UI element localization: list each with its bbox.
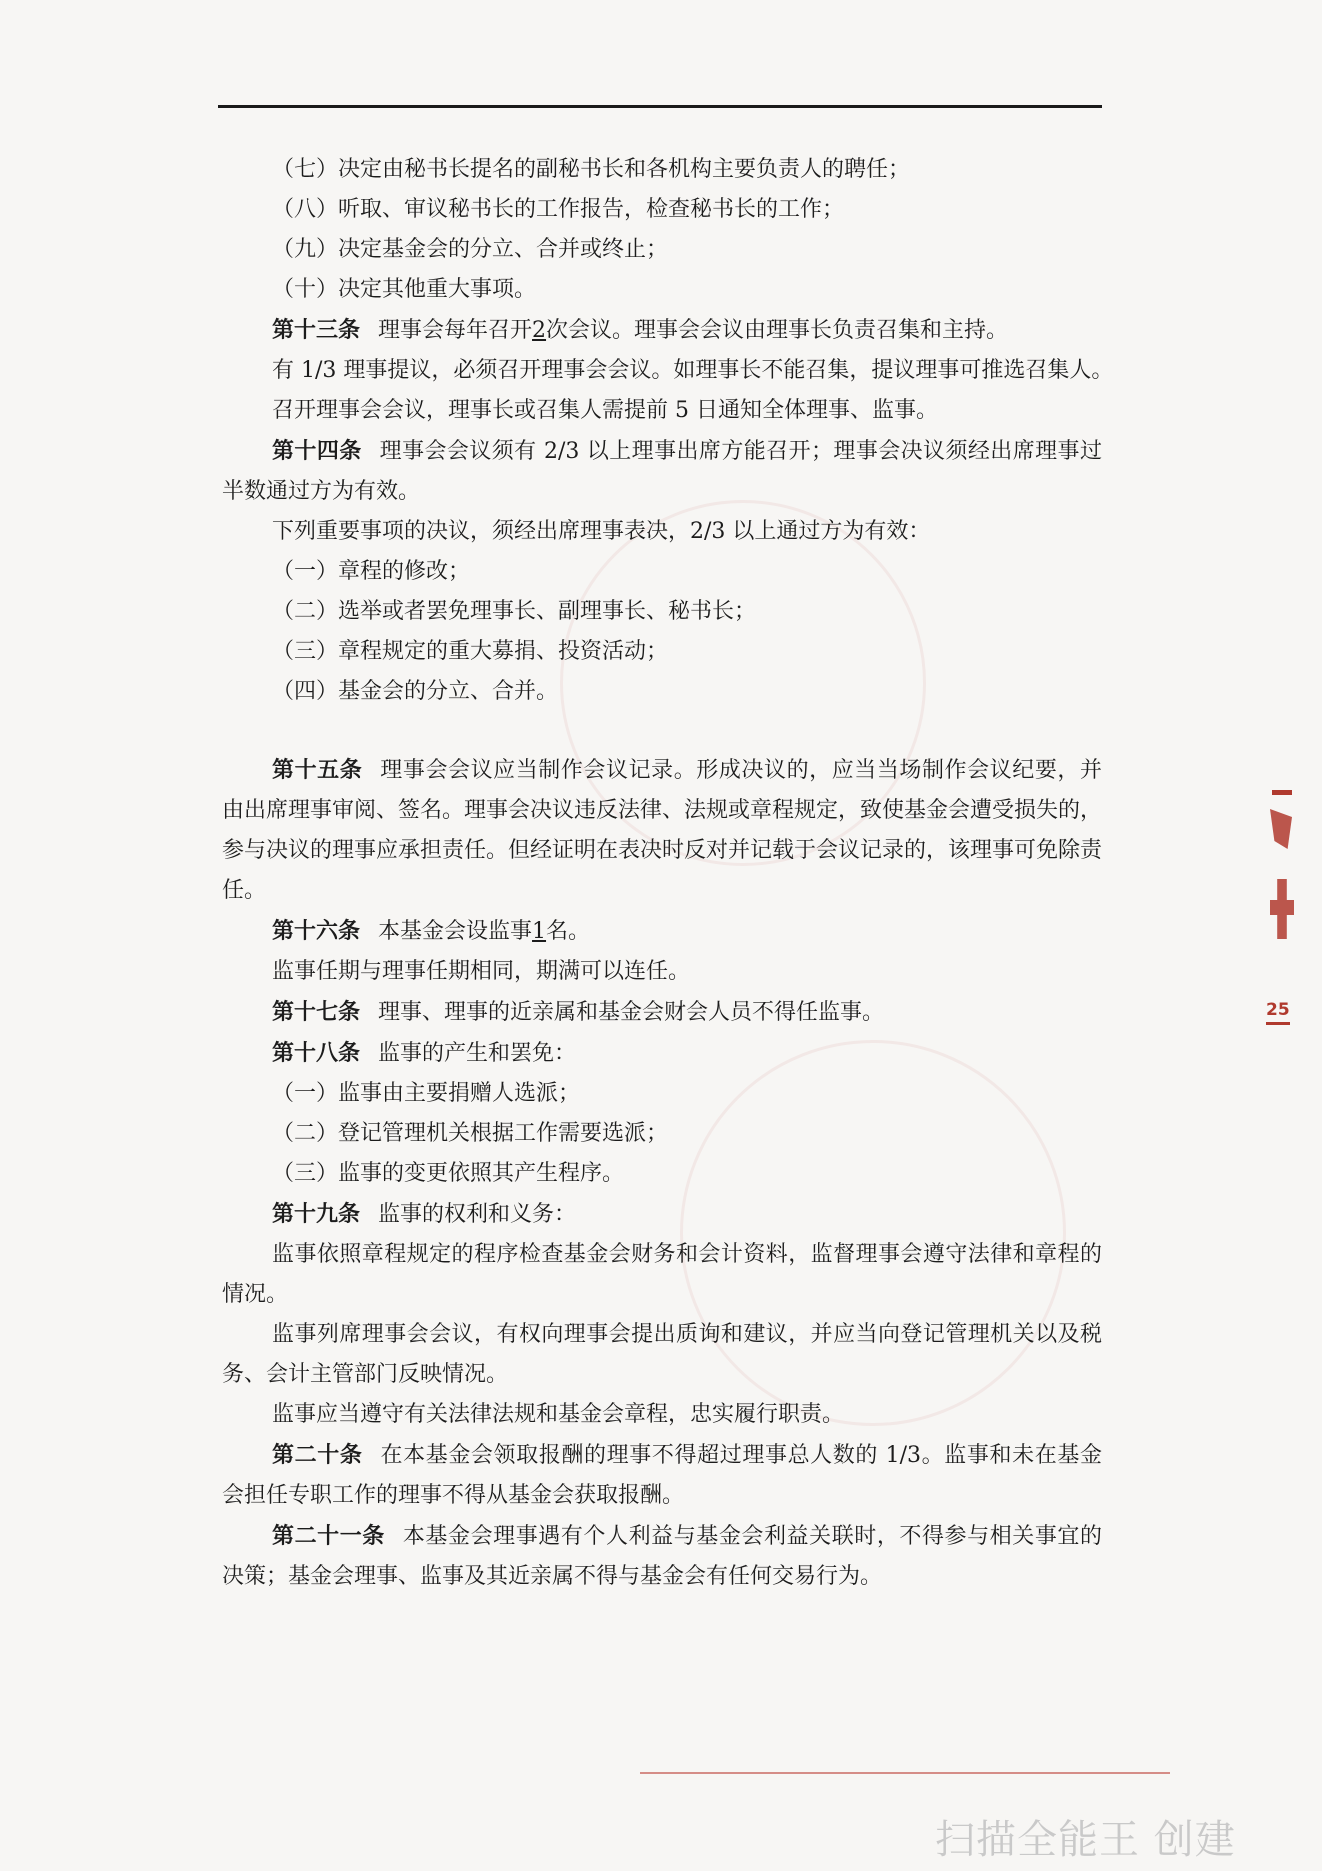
clause-item: （九）决定基金会的分立、合并或终止； [272,237,669,262]
article-text: 在本基金会领取报酬的理事不得超过理事总人数的 1/3。监事和未在基金会担任专职工作的理事不得从基金会获取报酬。 [222,1443,1102,1508]
article-text: 监事的产生和罢免： [378,1041,577,1066]
article-21 [222,1516,1102,1597]
article-19-para: 监事依照章程规定的程序检查基金会财务和会计资料，监督理事会遵守法律和章程的情况。 [222,1242,1102,1307]
clause-item: （八）听取、审议秘书长的工作报告，检查秘书长的工作； [272,197,845,222]
article-13 [222,310,1102,351]
article-19-para: 监事列席理事会会议，有权向理事会提出质询和建议，并应当向登记管理机关以及税务、会计主管部门反映情况。 [222,1322,1102,1387]
stamp-mark [1270,809,1292,849]
list-item: （一）章程的修改； [272,559,471,584]
article-text: 理事会会议须有 2/3 以上理事出席方能召开；理事会决议须经出席理事过半数通过方为有效。 [222,439,1102,504]
list-item: （三）监事的变更依照其产生程序。 [272,1161,625,1186]
article-text: 监事的权利和义务： [378,1202,577,1227]
document-body [222,150,1114,1597]
article-text: 本基金会设监事 [378,919,533,944]
article-text: 理事会会议应当制作会议记录。形成决议的，应当当场制作会议纪要，并由出席理事审阅、签名。理事会决议违反法律、法规或章程规定，致使基金会遭受损失的，参与决议的理事应承担责任。但经证明在表决时反对并记载于会议记录的，该理事可免除责任。 [222,758,1103,903]
article-16 [222,911,1102,952]
article-16-line: 监事任期与理事任期相同，期满可以连任。 [272,959,691,984]
article-15 [222,750,1102,911]
article-label: 第十三条 [272,317,361,343]
article-label: 第二十一条 [272,1523,385,1549]
article-13-line: 有 1/3 理事提议，必须召开理事会会议。如理事长不能召集，提议理事可推选召集人。 [272,358,1114,383]
article-14 [222,431,1102,512]
article-17 [222,992,1102,1033]
article-13-line: 召开理事会会议，理事长或召集人需提前 5 日通知全体理事、监事。 [272,398,938,423]
stamp-mark [1270,879,1294,939]
article-label: 第十四条 [272,438,362,464]
article-label: 第十九条 [272,1201,361,1227]
article-label: 第十六条 [272,918,361,944]
article-text: 理事、理事的近亲属和基金会财会人员不得任监事。 [378,1000,885,1025]
spacer [222,712,1102,750]
article-label: 第二十条 [272,1442,363,1468]
article-18 [222,1033,1102,1074]
article-text: 本基金会理事遇有个人利益与基金会利益关联时，不得参与相关事宜的决策；基金会理事、监事及其近亲属不得与基金会有任何交易行为。 [222,1524,1102,1589]
article-label: 第十七条 [272,999,361,1025]
scanner-watermark: 扫描全能王 创建 [935,1817,1236,1863]
supervisor-count: 1 [532,919,547,944]
stamp-mark [1272,790,1292,795]
header-rule [218,105,1102,108]
article-19-para: 监事应当遵守有关法律法规和基金会章程，忠实履行职责。 [272,1402,845,1427]
article-label: 第十八条 [272,1040,361,1066]
binding-edge-stamp [1268,790,1294,939]
clause-item: （七）决定由秘书长提名的副秘书长和各机构主要负责人的聘任； [272,157,911,182]
article-text: 次会议。理事会会议由理事长负责召集和主持。 [546,318,1009,343]
meeting-count: 2 [532,318,547,343]
list-item: （三）章程规定的重大募捐、投资活动； [272,639,669,664]
list-item: （二）登记管理机关根据工作需要选派； [272,1121,669,1146]
list-item: （四）基金会的分立、合并。 [272,679,559,704]
page-number: 25 [1266,1000,1290,1025]
article-text: 名。 [546,919,591,944]
article-20 [222,1435,1102,1516]
footer-rule [640,1772,1170,1774]
clause-item: （十）决定其他重大事项。 [272,277,537,302]
article-14-line: 下列重要事项的决议，须经出席理事表决，2/3 以上通过方为有效： [272,519,931,544]
list-item: （一）监事由主要捐赠人选派； [272,1081,581,1106]
article-19 [222,1194,1102,1235]
article-text: 理事会每年召开 [378,318,533,343]
list-item: （二）选举或者罢免理事长、副理事长、秘书长； [272,599,757,624]
article-label: 第十五条 [272,757,363,783]
